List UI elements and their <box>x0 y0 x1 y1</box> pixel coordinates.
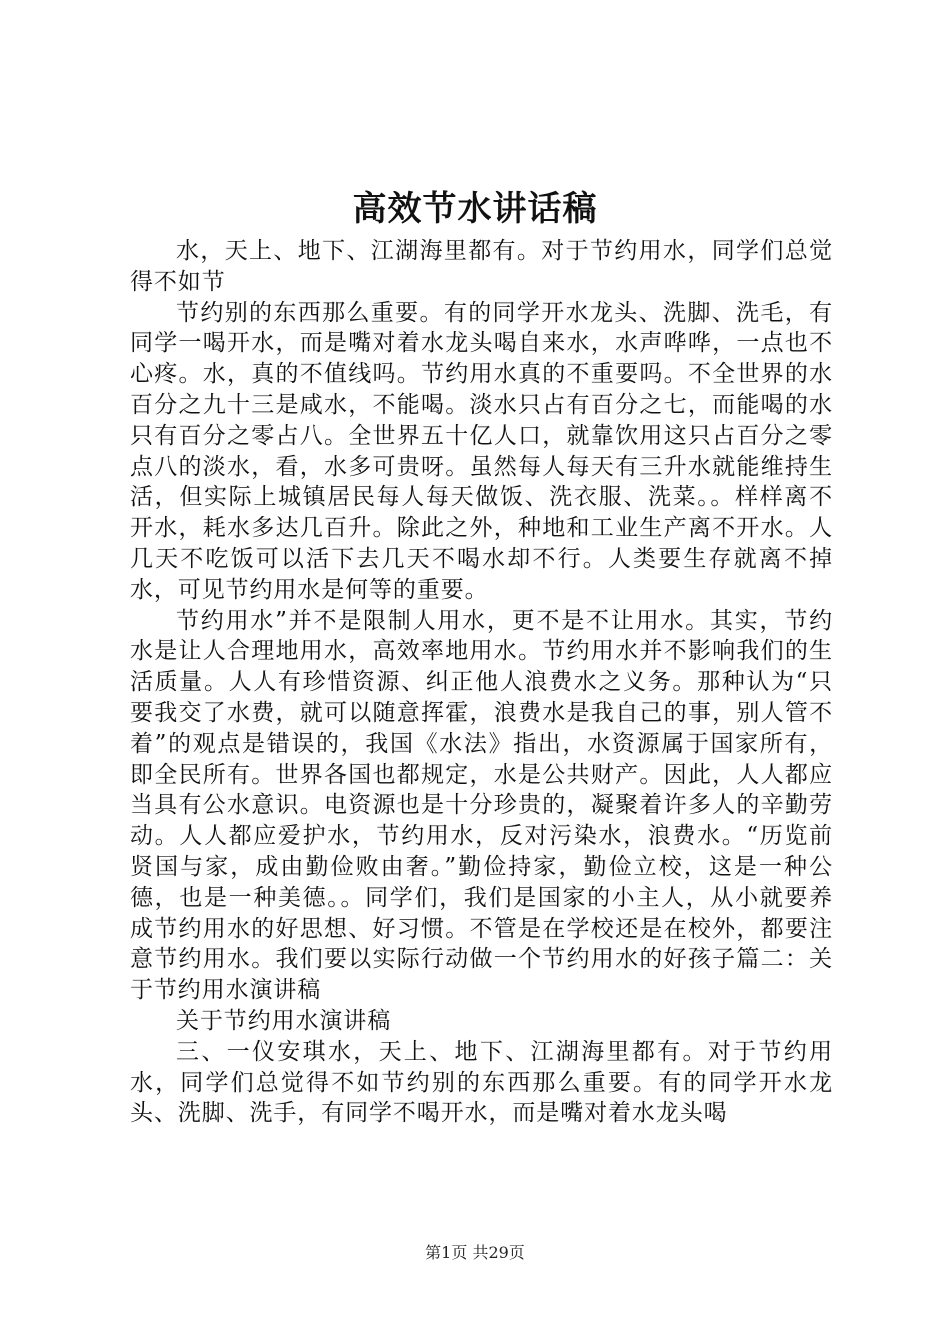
paragraph: 节约用水”并不是限制人用水，更不是不让用水。其实，节约水是让人合理地用水，高效率地用水。节约用水并不影响我们的生活质量。人人有珍惜资源、纠正他人浪费水之义务。那种认为“只要我交了水费，就可以随意挥霍，浪费水是我自己的事，别人管不着”的观点是错误的，我国《水法》指出，水资源属于国家所有，即全民所有。世界各国也都规定，水是公共财产。因此，人人都应当具有公水意识。电资源也是十分珍贵的，凝聚着许多人的辛勤劳动。人人都应爱护水，节约用水，反对污染水，浪费水。“历览前贤国与家，成由勤俭败由奢。”勤俭持家，勤俭立校，这是一种公德，也是一种美德。。同学们，我们是国家的小主人，从小就要养成节约用水的好思想、好习惯。不管是在学校还是在校外，都要注意节约用水。我们要以实际行动做一个节约用水的好孩子篇二：关于节约用水演讲稿 <box>130 607 833 1004</box>
paragraph: 三、一仪安琪水，天上、地下、江湖海里都有。对于节约用水，同学们总觉得不如节约别的东西那么重要。有的同学开水龙头、洗脚、洗手，有同学不喝开水，而是嘴对着水龙头喝 <box>130 1038 833 1127</box>
page-number-footer: 第1页 共29页 <box>425 1243 525 1262</box>
paragraph: 水，天上、地下、江湖海里都有。对于节约用水，同学们总觉得不如节 <box>130 238 833 295</box>
document-title: 高效节水讲话稿 <box>352 189 598 229</box>
paragraph: 节约别的东西那么重要。有的同学开水龙头、洗脚、洗毛，有同学一喝开水，而是嘴对着水龙头喝自来水，水声哗哗，一点也不心疼。水，真的不值线吗。节约用水真的不重要吗。不全世界的水百分之九十三是咸水，不能喝。淡水只占有百分之七，而能喝的水只有百分之零占八。全世界五十亿人口，就靠饮用这只占百分之零点八的淡水，看，水多可贵呀。虽然每人每天有三升水就能维持生活，但实际上城镇居民每人每天做饭、洗衣服、洗菜。。样样离不开水，耗水多达几百升。除此之外，种地和工业生产离不开水。人几天不吃饭可以活下去几天不喝水却不行。人类要生存就离不掉水，可见节约用水是何等的重要。 <box>130 299 833 603</box>
document-body <box>130 236 833 1129</box>
paragraph: 关于节约用水演讲稿 <box>176 1007 392 1034</box>
